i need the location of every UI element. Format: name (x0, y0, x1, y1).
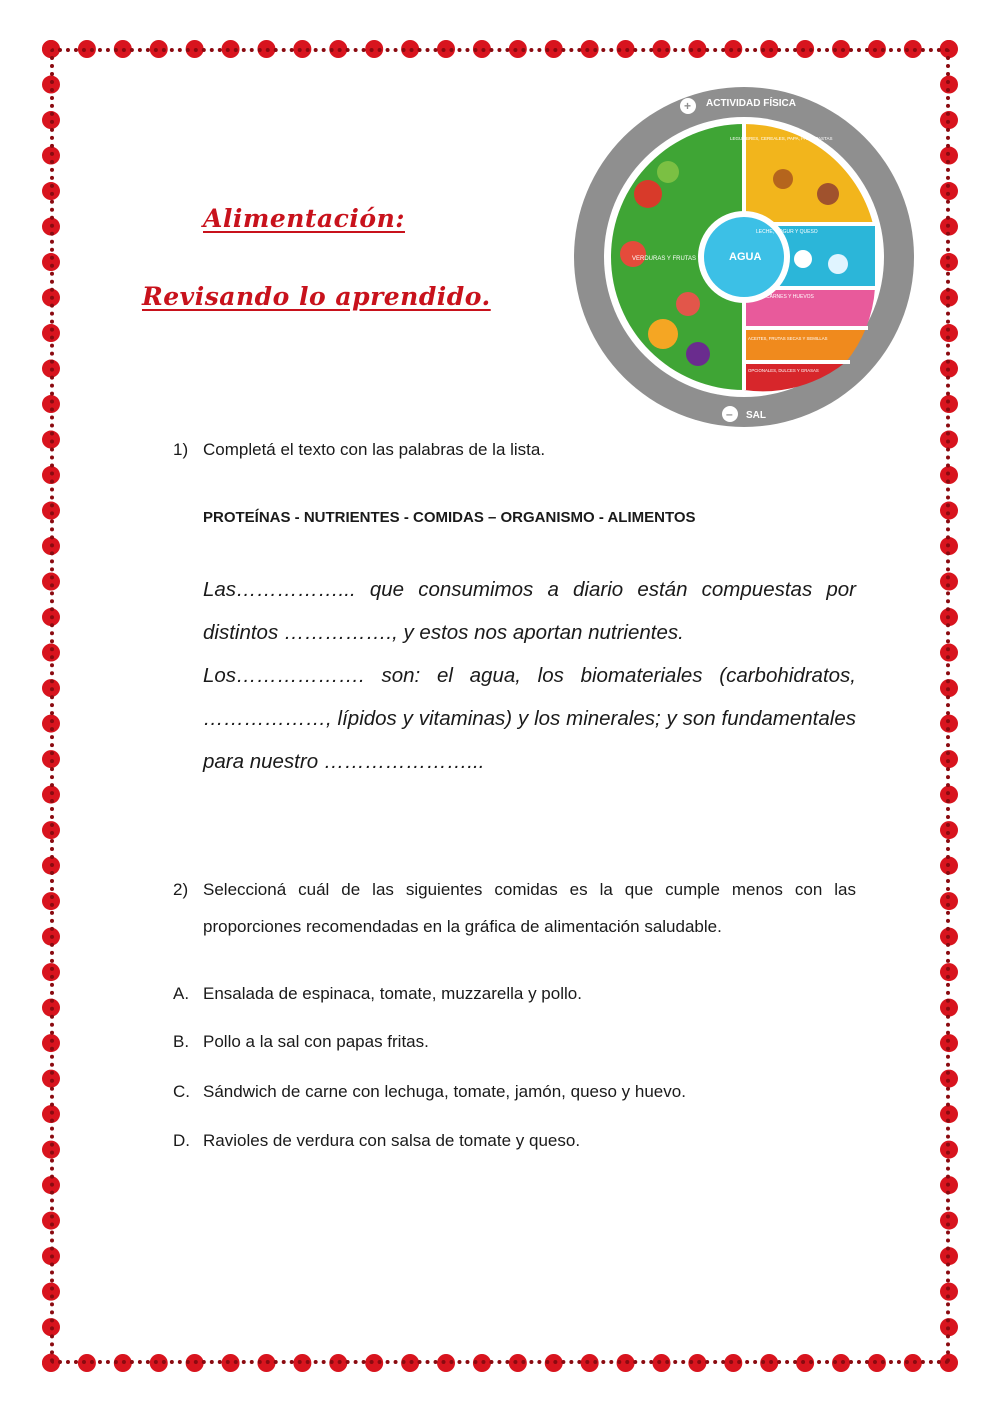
page-title: Alimentación: (203, 204, 405, 233)
label-aceites: ACEITES, FRUTAS SECAS Y SEMILLAS (748, 336, 828, 341)
label-legumbres: LEGUMBRES, CEREALES, PAPA, PAN Y PASTAS (730, 136, 833, 141)
question-2-number: 2) (173, 880, 189, 899)
plate-center-label: AGUA (729, 251, 762, 263)
healthy-plate-graphic (568, 84, 920, 430)
section-aceites (744, 328, 866, 362)
plate-top-label: ACTIVIDAD FÍSICA (706, 98, 796, 109)
question-2-text: Seleccioná cuál de las siguientes comidas es la que cumple menos con las proporciones recomendadas en la gráfica de alimentación saludable. (203, 880, 856, 936)
option-a-letter: A. (173, 984, 190, 1003)
option-d[interactable]: Ravioles de verdura con salsa de tomate y queso. (203, 1131, 581, 1150)
option-b[interactable]: Pollo a la sal con papas fritas. (203, 1032, 429, 1051)
option-c-letter: C. (173, 1082, 190, 1101)
question-1-text: Completá el texto con las palabras de la lista. (203, 440, 546, 459)
fill-paragraph-1: Las……………... que consumimos a diario están compuestas por distintos ……………., y estos nos aportan nutrientes. (203, 578, 856, 644)
fill-paragraph-2: Los………………. son: el agua, los biomateriales (carbohidratos, ………………, lípidos y vitaminas) y los minerales; y son fundamentales para nuestro …………………... (203, 664, 856, 773)
label-verduras: VERDURAS Y FRUTAS (632, 256, 697, 262)
question-1-number: 1) (173, 440, 189, 459)
label-leche: LECHE, YOGUR Y QUESO (756, 229, 818, 235)
label-carnes: CARNES Y HUEVOS (766, 294, 814, 300)
page-subtitle: Revisando lo aprendido. (142, 282, 491, 311)
option-c[interactable]: Sándwich de carne con lechuga, tomate, jamón, queso y huevo. (203, 1082, 686, 1101)
option-b-letter: B. (173, 1032, 190, 1051)
word-list: PROTEÍNAS - NUTRIENTES - COMIDAS – ORGANISMO - ALIMENTOS (203, 509, 696, 526)
option-d-letter: D. (173, 1131, 190, 1150)
label-opcionales: OPCIONALES, DULCES Y GRASAS (748, 368, 819, 373)
svg-text:+: + (684, 99, 692, 113)
plate-bottom-label: SAL (746, 410, 766, 421)
svg-text:–: – (726, 407, 733, 421)
option-a[interactable]: Ensalada de espinaca, tomate, muzzarella y pollo. (203, 984, 582, 1003)
